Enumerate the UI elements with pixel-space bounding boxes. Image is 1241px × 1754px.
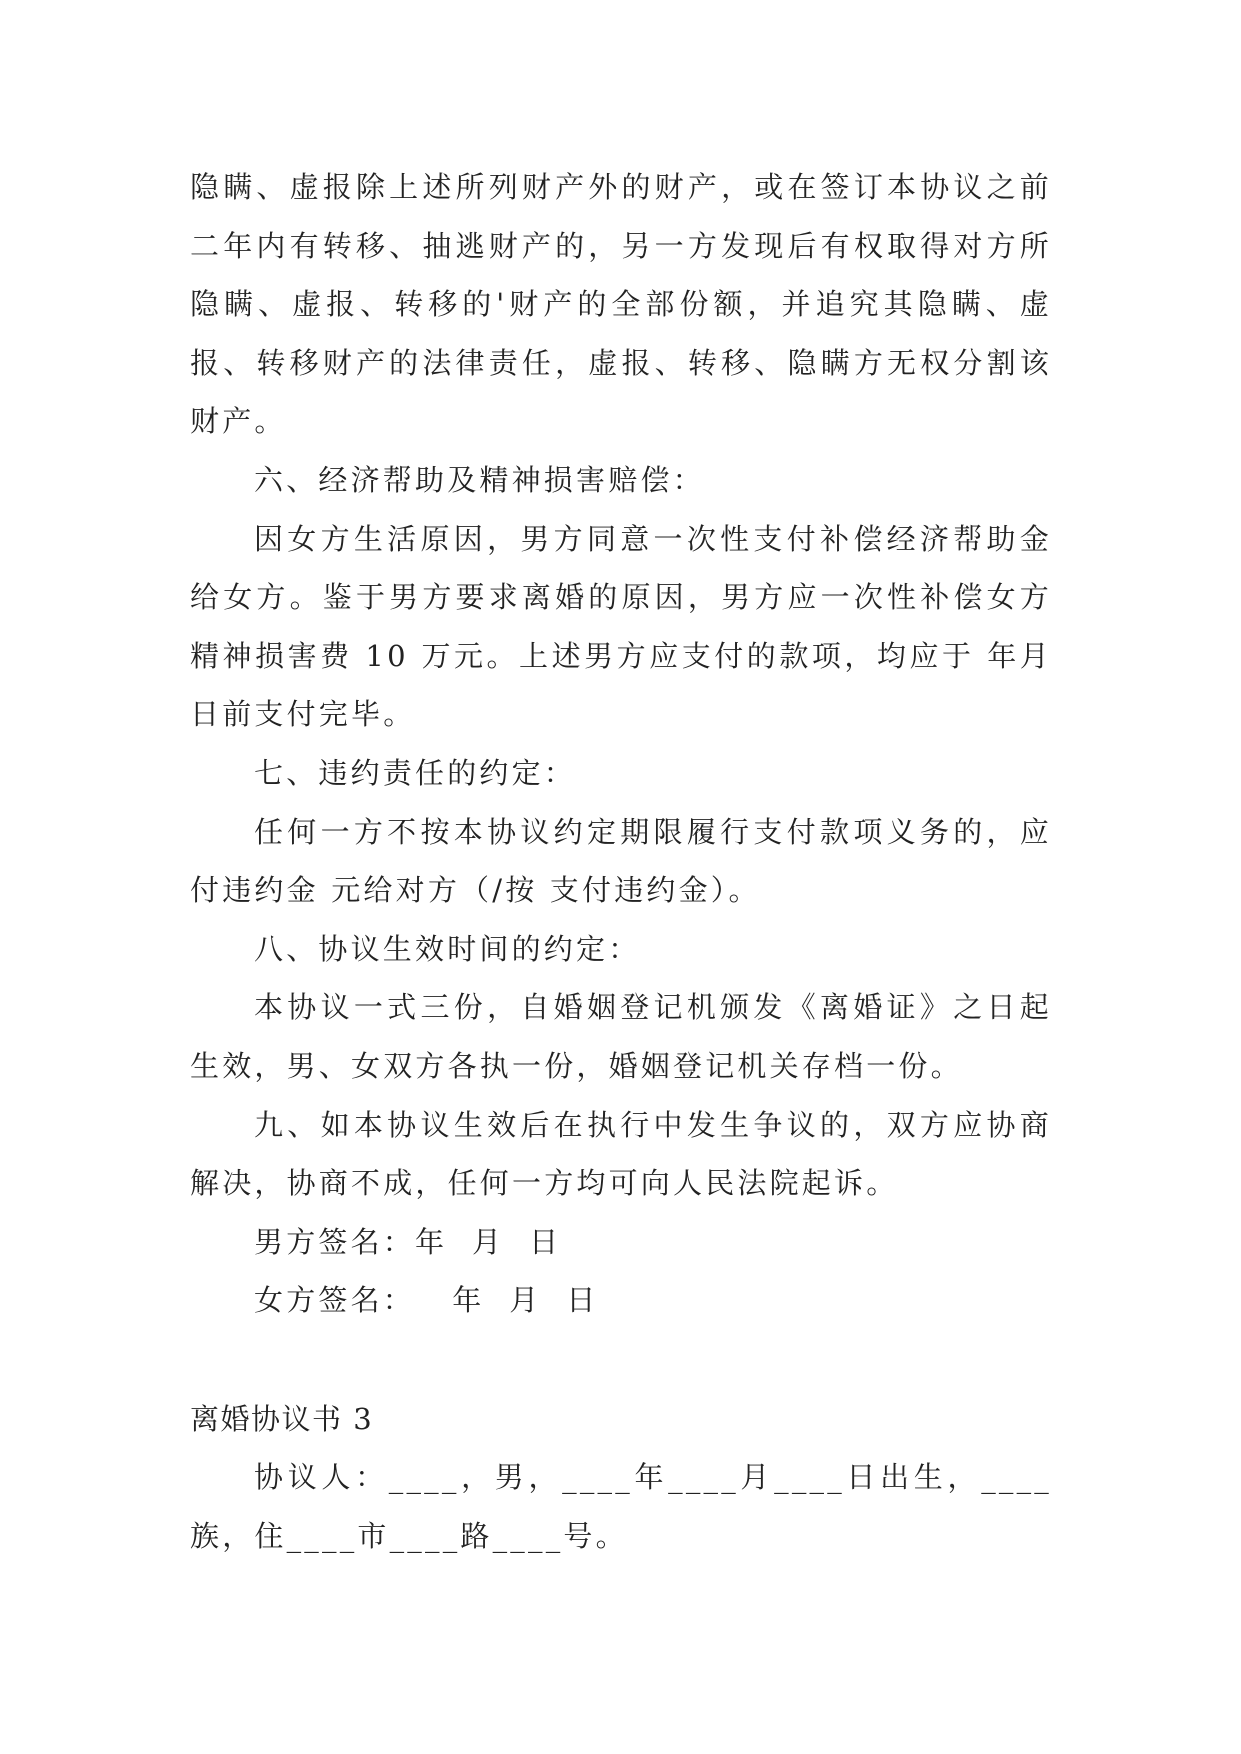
signature-female: 女方签名： 年 月 日 [254, 1283, 599, 1318]
section-heading-6: 六、经济帮助及精神损害赔偿： [254, 462, 705, 497]
section-heading-7: 七、违约责任的约定： [254, 755, 577, 790]
paragraph-section-8: 本协议一式三份，自婚姻登记机颁发《离婚证》之日起生效，男、女双方各执一份，婚姻登记机关存档一份。 [190, 990, 1052, 1083]
section-gap [190, 1330, 1052, 1390]
document-page [190, 158, 1052, 1566]
section-heading-8: 八、协议生效时间的约定： [254, 931, 641, 966]
paragraph-section-9: 九、如本协议生效后在执行中发生争议的，双方应协商解决，协商不成，任何一方均可向人民法院起诉。 [190, 1107, 1052, 1201]
paragraph-concealment: 隐瞒、虚报除上述所列财产外的财产，或在签订本协议之前二年内有转移、抽逃财产的，另一方发现后有权取得对方所隐瞒、虚报、转移的'财产的全部份额，并追究其隐瞒、虚报、转移财产的法律责任，虚报、转移、隐瞒方无权分割该财产。 [190, 170, 1052, 439]
agreement-title: 离婚协议书 3 [190, 1401, 374, 1436]
paragraph-section-7: 任何一方不按本协议约定期限履行支付款项义务的，应付违约金 元给对方（/按 支付违约金）。 [190, 814, 1052, 908]
signature-male: 男方签名：年 月 日 [254, 1224, 562, 1259]
paragraph-party: 协议人：____，男，____年____月____日出生，____族，住____市____路____号。 [190, 1460, 1052, 1554]
paragraph-section-6: 因女方生活原因，男方同意一次性支付补偿经济帮助金给女方。鉴于男方要求离婚的原因，男方应一次性补偿女方精神损害费 10 万元。上述男方应支付的款项，均应于 年月 日前支付完毕。 [190, 521, 1052, 732]
